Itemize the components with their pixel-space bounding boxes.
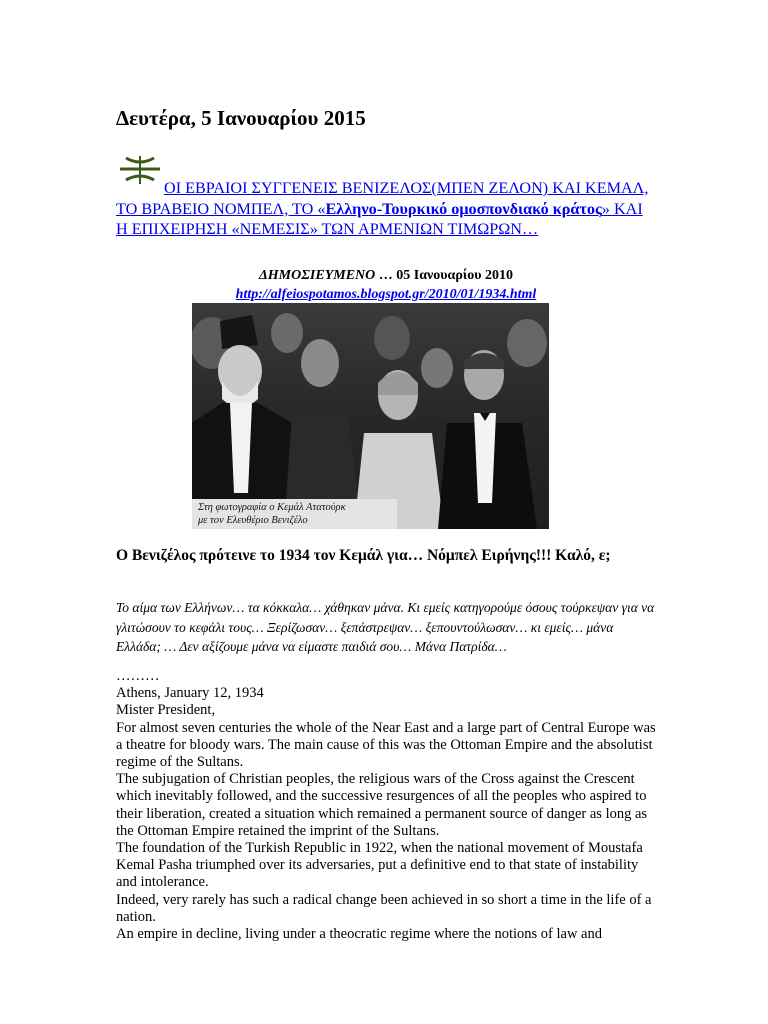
- letter-paragraph: The subjugation of Christian peoples, the religious wars of the Cross against the Crescent which inevitably followed, and the successive resurgences of all the peoples who aspired to their liberation, created a situation which remained a permanent source of danger as long as the Ottoman Empire retained the imprint of the Sultans.: [116, 771, 648, 839]
- letter-paragraph: Indeed, very rarely has such a radical change been achieved in so short a time in the life of a nation.: [116, 891, 652, 925]
- letter-paragraph: An empire in decline, living under a theocratic regime where the notions of law and: [116, 926, 602, 943]
- post-date: Δευτέρα, 5 Ιανουαρίου 2015: [116, 106, 366, 130]
- letter-paragraph: The foundation of the Turkish Republic in 1922, when the national movement of Moustafa Kemal Pasha triumphed over its adversaries, put a definitive end to that state of instability and intolerance.: [116, 840, 643, 891]
- published-date: … 05 Ιανουαρίου 2010: [375, 268, 513, 283]
- caption-line-1: Στη φωτογραφία ο Κεμάλ Ατατούρκ: [198, 502, 346, 513]
- source-link[interactable]: http://alfeiospotamos.blogspot.gr/2010/01/1934.html: [235, 287, 537, 302]
- letter-body: [116, 668, 661, 943]
- letter-line: Mister President,: [116, 702, 216, 719]
- title-part-2: Ελληνο-Τουρκικό ομοσπονδιακό κράτος: [325, 199, 602, 218]
- subheading: Ο Βενιζέλος πρότεινε το 1934 τον Κεμάλ για… Νόμπελ Ειρήνης!!! Καλό, ε;: [116, 547, 611, 564]
- letter-paragraph: For almost seven centuries the whole of the Near East and a large part of Central Europe was a theatre for bloody wars. The main cause of this was the Ottoman Empire and the absolutist regime of the Sultans.: [116, 719, 656, 771]
- greek-paragraph: Το αίμα των Ελλήνων… τα κόκκαλα… χάθηκαν μάνα. Κι εμείς κατηγορούμε όσους τούρκεψαν για να γλιτώσουν το κεφάλι τους… Ξερίζωσαν… ξεπάστρεψαν… ξεπουντούλωσαν… κι εμείς… μάνα Ελλάδα; … Δεν αξίζουμε μάνα να είμαστε παιδιά σου… Μάνα Πατρίδα…: [116, 600, 655, 654]
- published-line: [116, 266, 656, 304]
- historical-photo: [192, 303, 549, 529]
- published-label: ΔΗΜΟΣΙΕΥΜΕΝΟ: [259, 268, 376, 283]
- title-part-3: » ΚΑΙ Η ΕΠΙΧΕΙΡΗΣΗ «ΝΕΜΕΣΙΣ» ΤΩΝ ΑΡΜΕΝΙΩΝ ΤΙΜΩΡΩΝ…: [116, 199, 643, 239]
- caption-line-2: με τον Ελευθέριο Βενιζέλο: [198, 515, 308, 526]
- letter-line: Athens, January 12, 1934: [116, 685, 264, 702]
- photo-scene: [192, 303, 549, 529]
- photo-caption: [192, 499, 397, 529]
- post-title: [116, 178, 656, 240]
- title-part-1: ΟΙ ΕΒΡΑΙΟΙ ΣΥΓΓΕΝΕΙΣ ΒΕΝΙΖΕΛΟΣ(ΜΠΕΝ ΖΕΛΟΝ) ΚΑΙ ΚΕΜΑΛ, ΤΟ ΒΡΑΒΕΙΟ ΝΟΜΠΕΛ, ΤΟ «: [116, 179, 649, 218]
- letter-line: ………: [116, 668, 160, 684]
- post-title-link[interactable]: [116, 179, 648, 238]
